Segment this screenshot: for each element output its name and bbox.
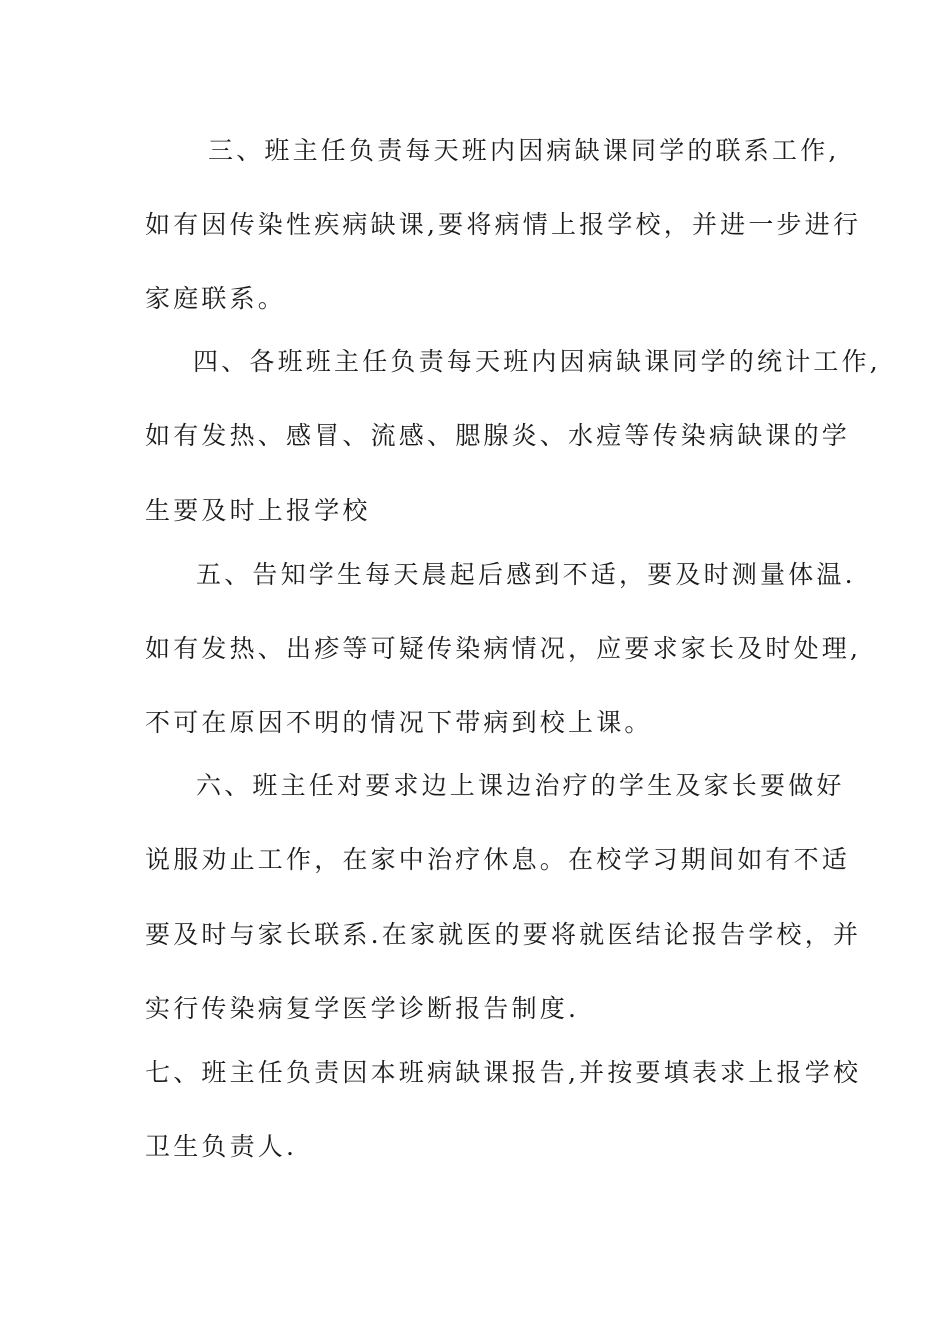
paragraph-7-line-1: 七、班主任负责因本班病缺课报告,并按要填表求上报学校 <box>145 1058 862 1087</box>
paragraph-3-line-1: 三、班主任负责每天班内因病缺课同学的联系工作, <box>208 136 840 165</box>
paragraph-6-line-3: 要及时与家长联系.在家就医的要将就医结论报告学校，并 <box>145 920 862 949</box>
paragraph-6-line-4: 实行传染病复学医学诊断报告制度. <box>145 994 580 1023</box>
paragraph-4-line-3: 生要及时上报学校 <box>145 496 371 525</box>
paragraph-4-line-1: 四、各班班主任负责每天班内因病缺课同学的统计工作, <box>193 347 881 376</box>
paragraph-6-line-1: 六、班主任对要求边上课边治疗的学生及家长要做好 <box>196 771 845 800</box>
paragraph-6-line-2: 说服劝止工作，在家中治疗休息。在校学习期间如有不适 <box>145 845 851 874</box>
paragraph-3-line-3: 家庭联系。 <box>145 284 287 313</box>
paragraph-5-line-3: 不可在原因不明的情况下带病到校上课。 <box>145 708 653 737</box>
paragraph-4-line-2: 如有发热、感冒、流感、腮腺炎、水痘等传染病缺课的学 <box>145 421 851 450</box>
paragraph-5-line-1: 五、告知学生每天晨起后感到不适，要及时测量体温. <box>196 560 856 589</box>
paragraph-5-line-2: 如有发热、出疹等可疑传染病情况，应要求家长及时处理, <box>145 634 862 663</box>
paragraph-7-line-2: 卫生负责人. <box>145 1132 298 1161</box>
paragraph-3-line-2: 如有因传染性疾病缺课,要将病情上报学校，并进一步进行 <box>145 210 862 239</box>
